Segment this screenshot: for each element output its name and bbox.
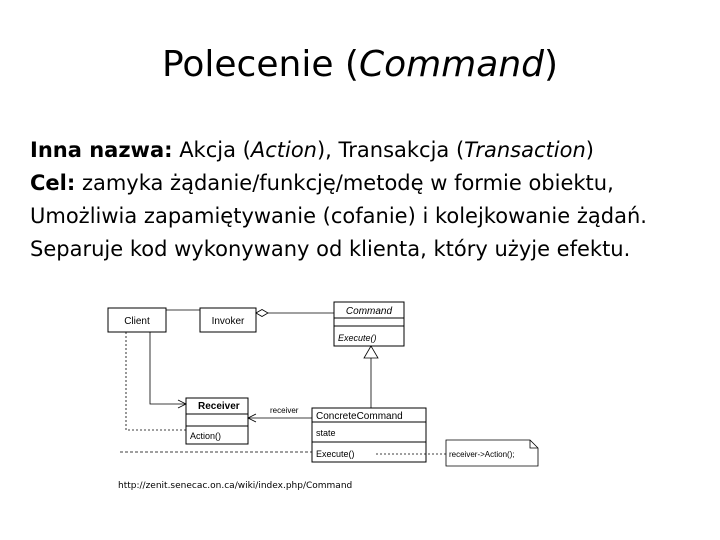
uml-class-diagram	[0, 290, 720, 510]
goal-label: Cel:	[30, 171, 76, 195]
slide-title: Polecenie (Command)	[161, 44, 559, 85]
client-concrete-dependency	[126, 332, 188, 430]
alias-label: Inna nazwa:	[30, 138, 173, 162]
receiver-action-method: Action()	[190, 431, 222, 441]
concrete-command-state-attr: state	[316, 428, 336, 438]
concrete-command-execute-method: Execute()	[316, 449, 355, 459]
command-class-name: Command	[345, 306, 393, 317]
execute-note-text: receiver->Action();	[449, 450, 515, 459]
goal-line: Cel: zamyka żądanie/funkcję/metodę w formie obiektu,	[30, 171, 614, 195]
client-class-name: Client	[124, 316, 150, 327]
inheritance-arrow	[364, 346, 378, 358]
source-url: http://zenit.senecac.on.ca/wiki/index.php/Command	[118, 481, 353, 491]
alias-line: Inna nazwa: Akcja (Action), Transakcja (Transaction)	[30, 138, 594, 162]
concrete-command-class-name: ConcreteCommand	[316, 411, 403, 422]
command-execute-method: Execute()	[338, 333, 377, 343]
undo-line: Umożliwia zapamiętywanie (cofanie) i kolejkowanie żądań.	[30, 204, 647, 228]
receiver-class-name: Receiver	[198, 401, 240, 412]
invoker-class-name: Invoker	[211, 316, 245, 327]
slide-body	[30, 134, 720, 266]
client-receiver-link	[150, 332, 186, 404]
receiver-role-label: receiver	[270, 406, 299, 415]
separation-line: Separuje kod wykonywany od klienta, który użyje efektu.	[30, 237, 631, 261]
